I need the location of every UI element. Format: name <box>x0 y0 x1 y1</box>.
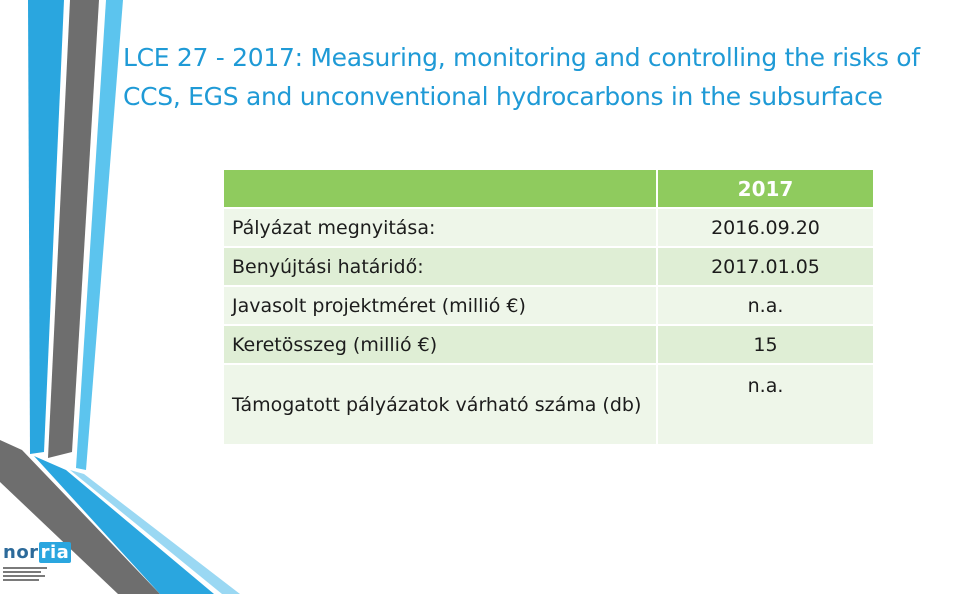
row-label: Pályázat megnyitása: <box>224 208 657 247</box>
row-value: n.a. <box>657 286 874 325</box>
row-value: 2016.09.20 <box>657 208 874 247</box>
row-label: Benyújtási határidő: <box>224 247 657 286</box>
row-value: 2017.01.05 <box>657 247 874 286</box>
call-info-table <box>224 170 875 446</box>
slide-title: LCE 27 - 2017: Measuring, monitoring and controlling the risks of CCS, EGS and unconventional hydrocarbons in the subsurface <box>123 43 920 111</box>
table-row <box>224 208 874 247</box>
row-label: Keretösszeg (millió €) <box>224 325 657 364</box>
row-label: Javasolt projektméret (millió €) <box>224 286 657 325</box>
logo-text-main: nor <box>3 542 39 563</box>
norria-logo <box>3 542 73 588</box>
table-row <box>224 247 874 286</box>
row-value: 15 <box>657 325 874 364</box>
header-label-cell <box>224 170 657 208</box>
logo-tagline-lines <box>3 566 69 582</box>
row-value: n.a. <box>657 364 874 445</box>
table-row <box>224 364 874 445</box>
logo-wordmark <box>3 542 71 564</box>
logo-text-accent: ria <box>40 542 70 563</box>
table-header-row <box>224 170 874 208</box>
table-row <box>224 325 874 364</box>
header-year-cell: 2017 <box>657 170 874 208</box>
row-label: Támogatott pályázatok várható száma (db) <box>224 364 657 445</box>
table-row <box>224 286 874 325</box>
